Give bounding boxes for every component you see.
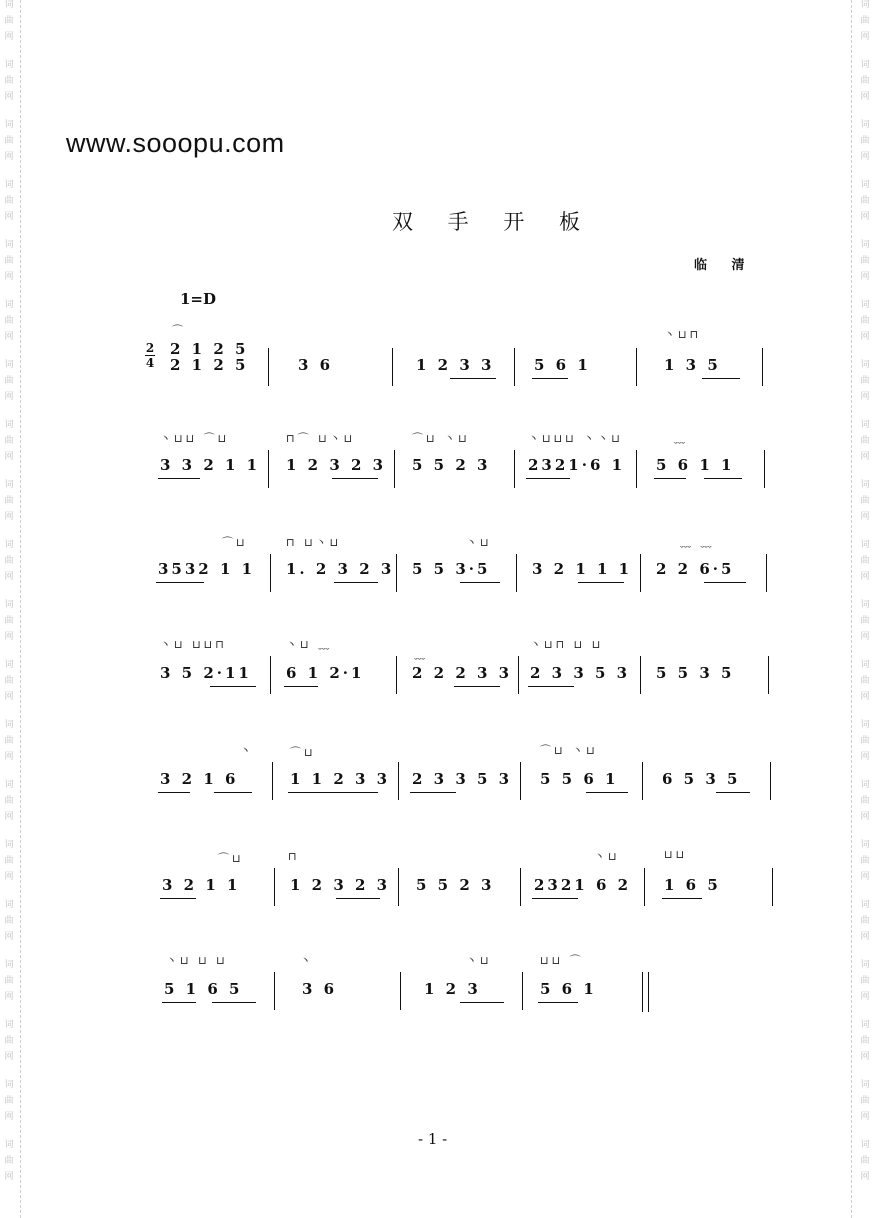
watermark-char: 网 (860, 632, 870, 642)
score-row-3 (0, 534, 876, 614)
watermark-char: 网 (4, 932, 14, 942)
measure-24: 5 5 6 1 (540, 770, 619, 788)
measure-6: 3 3 2 1 1 (160, 456, 261, 474)
measure-32: 3 6 (302, 980, 338, 998)
watermark-char: 词 (860, 1080, 870, 1090)
watermark-char: 词 (4, 540, 14, 550)
mark-r7a: 丶⊔ ⊔ ⊔ (166, 954, 228, 967)
measure-19: 2 3 3 5 3 (530, 664, 631, 682)
watermark-char: 曲 (4, 736, 14, 746)
measure-16: 3 5 2·11 (160, 664, 252, 682)
mark-r6e: ⊔⊔ (664, 848, 688, 861)
watermark-char: 网 (860, 32, 870, 42)
measure-12: 1. 2 3 2 3 (286, 560, 395, 578)
watermark-char: 网 (4, 572, 14, 582)
composer: 临 清 (694, 258, 755, 273)
watermark-char: 网 (860, 392, 870, 402)
watermark-char: 词 (860, 540, 870, 550)
watermark-char: 曲 (4, 1036, 14, 1046)
watermark-char: 曲 (860, 316, 870, 326)
watermark-char: 网 (4, 212, 14, 222)
watermark-char: 词 (860, 780, 870, 790)
measure-1-lower: 2 1 2 5 (170, 356, 249, 374)
measure-22: 1 1 2 3 3 (290, 770, 391, 788)
watermark-char: 曲 (4, 196, 14, 206)
watermark-char: 曲 (4, 376, 14, 386)
score-row-2 (0, 428, 876, 508)
watermark-char: 曲 (860, 136, 870, 146)
watermark-char: 网 (860, 1052, 870, 1062)
mark-r7b: 丶 (300, 954, 314, 967)
watermark-char: 曲 (860, 436, 870, 446)
score-row-5 (0, 742, 876, 822)
measure-9: 2321·6 1 (528, 456, 626, 474)
watermark-char: 网 (860, 92, 870, 102)
score-row-6 (0, 848, 876, 928)
watermark-char: 曲 (860, 676, 870, 686)
watermark-char: 网 (4, 152, 14, 162)
measure-29: 2321 6 2 (534, 876, 632, 894)
watermark-char: 词 (860, 180, 870, 190)
watermark-char: 词 (860, 1140, 870, 1150)
mark-r2e: ﹏ (674, 432, 688, 445)
watermark-char: 曲 (4, 76, 14, 86)
measure-7: 1 2 3 2 3 (286, 456, 387, 474)
watermark-char: 词 (4, 60, 14, 70)
watermark-char: 曲 (860, 736, 870, 746)
watermark-char: 网 (4, 1052, 14, 1062)
watermark-char: 词 (4, 600, 14, 610)
mark-r7c: 丶⊔ (466, 954, 492, 967)
measure-4: 5 6 1 (534, 356, 591, 374)
mark-r3e: ﹏ ﹏ (680, 536, 715, 549)
watermark-char: 词 (860, 300, 870, 310)
watermark-char: 网 (860, 752, 870, 762)
watermark-char: 曲 (4, 16, 14, 26)
watermark-char: 词 (860, 960, 870, 970)
measure-8: 5 5 2 3 (412, 456, 491, 474)
watermark-char: 曲 (4, 256, 14, 266)
measure-25: 6 5 3 5 (662, 770, 741, 788)
watermark-char: 网 (4, 32, 14, 42)
watermark-char: 词 (4, 660, 14, 670)
watermark-char: 词 (4, 1140, 14, 1150)
mark-m5: 丶⊔⊓ (664, 328, 702, 341)
watermark-char: 网 (860, 212, 870, 222)
watermark-char: 曲 (4, 796, 14, 806)
song-title: 双 手 开 板 (392, 210, 595, 234)
watermark-char: 网 (4, 1112, 14, 1122)
mark-r3a: ⌒⊔ (222, 536, 248, 549)
watermark-char: 曲 (860, 1156, 870, 1166)
measure-34: 5 6 1 (540, 980, 597, 998)
watermark-char: 曲 (4, 1156, 14, 1166)
measure-33: 1 2 3 (424, 980, 481, 998)
mark-r5d: ⌒⊔ 丶⊔ (540, 744, 598, 757)
watermark-char: 网 (860, 932, 870, 942)
mark-r4d: 丶⊔⊓ ⊔ ⊔ (530, 638, 604, 651)
watermark-char: 曲 (860, 1096, 870, 1106)
watermark-char: 词 (4, 300, 14, 310)
watermark-char: 网 (860, 812, 870, 822)
watermark-char: 曲 (4, 556, 14, 566)
measure-11: 3532 1 1 (158, 560, 256, 578)
measure-18: 2 2 2 3 3 (412, 664, 513, 682)
watermark-char: 曲 (860, 76, 870, 86)
mark-r5a: 丶 (240, 744, 254, 757)
watermark-char: 曲 (4, 976, 14, 986)
watermark-char: 词 (4, 240, 14, 250)
watermark-char: 词 (4, 120, 14, 130)
watermark-char: 词 (4, 780, 14, 790)
mark-r3c: 丶⊔ (466, 536, 492, 549)
watermark-char: 网 (860, 1112, 870, 1122)
mark-r6a: ⌒⊔ (218, 852, 244, 865)
watermark-char: 曲 (860, 796, 870, 806)
measure-10: 5 6 1 1 (656, 456, 735, 474)
watermark-char: 词 (860, 60, 870, 70)
watermark-char: 词 (860, 840, 870, 850)
time-signature-top: 2 (145, 341, 155, 355)
watermark-char: 网 (4, 692, 14, 702)
mark-m1: ⌒ (172, 324, 186, 337)
watermark-char: 词 (860, 120, 870, 130)
watermark-char: 词 (860, 720, 870, 730)
watermark-char: 词 (860, 600, 870, 610)
watermark-char: 曲 (4, 436, 14, 446)
watermark-char: 词 (860, 420, 870, 430)
watermark-char: 网 (860, 332, 870, 342)
watermark-char: 网 (860, 872, 870, 882)
measure-28: 5 5 2 3 (416, 876, 495, 894)
watermark-char: 曲 (4, 856, 14, 866)
watermark-char: 词 (860, 900, 870, 910)
mark-r2b: ⊓⌒ ⊔丶⊔ (286, 432, 356, 445)
measure-20: 5 5 3 5 (656, 664, 735, 682)
mark-r6b: ⊓ (288, 850, 300, 863)
watermark-char: 网 (4, 1172, 14, 1182)
watermark-char: 词 (860, 0, 870, 10)
watermark-char: 词 (4, 1020, 14, 1030)
watermark-char: 词 (860, 1020, 870, 1030)
mark-r4b: 丶⊔ ﹏ (286, 638, 333, 651)
measure-3: 1 2 3 3 (416, 356, 495, 374)
watermark-char: 网 (860, 272, 870, 282)
watermark-char: 词 (4, 180, 14, 190)
watermark-char: 网 (4, 392, 14, 402)
watermark-char: 网 (4, 812, 14, 822)
mark-r2d: 丶⊔⊔⊔ 丶丶⊔ (528, 432, 623, 445)
time-signature-bottom: 4 (145, 356, 155, 370)
watermark-char: 曲 (4, 676, 14, 686)
watermark-char: 词 (860, 240, 870, 250)
watermark-char: 词 (4, 1080, 14, 1090)
mark-r2c: ⌒⊔ 丶⊔ (412, 432, 470, 445)
mark-r5b: ⌒⊔ (290, 746, 316, 759)
watermark-char: 网 (4, 332, 14, 342)
measure-27: 1 2 3 2 3 (290, 876, 391, 894)
mark-r4c: ﹏ (414, 648, 428, 661)
watermark-char: 曲 (860, 916, 870, 926)
watermark-char: 曲 (4, 496, 14, 506)
watermark-char: 网 (4, 632, 14, 642)
watermark-char: 网 (860, 452, 870, 462)
key-signature: 1=D (180, 290, 217, 308)
watermark-char: 网 (860, 992, 870, 1002)
mark-r6d: 丶⊔ (594, 850, 620, 863)
watermark-char: 网 (860, 572, 870, 582)
score-row-7 (0, 952, 876, 1032)
watermark-char: 网 (4, 752, 14, 762)
watermark-char: 词 (4, 420, 14, 430)
measure-26: 3 2 1 1 (162, 876, 241, 894)
watermark-char: 词 (860, 480, 870, 490)
mark-r2a: 丶⊔⊔ ⌒⊔ (160, 432, 230, 445)
watermark-char: 曲 (860, 616, 870, 626)
measure-21: 3 2 1 6 (160, 770, 239, 788)
watermark-char: 曲 (860, 16, 870, 26)
watermark-char: 词 (860, 660, 870, 670)
watermark-char: 网 (4, 512, 14, 522)
measure-2: 3 6 (298, 356, 334, 374)
watermark-char: 词 (4, 0, 14, 10)
watermark-char: 网 (4, 452, 14, 462)
watermark-char: 词 (4, 960, 14, 970)
measure-15: 2 2 6·5 (656, 560, 735, 578)
watermark-char: 曲 (860, 1036, 870, 1046)
measure-14: 3 2 1 1 1 (532, 560, 633, 578)
watermark-char: 曲 (860, 196, 870, 206)
measure-30: 1 6 5 (664, 876, 721, 894)
watermark-char: 网 (4, 272, 14, 282)
watermark-char: 词 (4, 480, 14, 490)
page-number: - 1 - (418, 1130, 448, 1148)
watermark-char: 曲 (4, 316, 14, 326)
watermark-char: 网 (4, 92, 14, 102)
watermark-char: 词 (860, 360, 870, 370)
watermark-char: 曲 (860, 976, 870, 986)
watermark-char: 曲 (4, 136, 14, 146)
watermark-char: 词 (4, 900, 14, 910)
mark-r4a: 丶⊔ ⊔⊔⊓ (160, 638, 227, 651)
watermark-char: 网 (860, 512, 870, 522)
watermark-char: 曲 (860, 376, 870, 386)
watermark-char: 词 (4, 840, 14, 850)
watermark-char: 网 (860, 152, 870, 162)
watermark-char: 曲 (4, 1096, 14, 1106)
watermark-char: 词 (4, 360, 14, 370)
watermark-char: 曲 (860, 556, 870, 566)
score-row-1 (0, 322, 876, 402)
mark-r3b: ⊓ ⊔丶⊔ (286, 536, 342, 549)
measure-5: 1 3 5 (664, 356, 721, 374)
watermark-char: 网 (860, 692, 870, 702)
watermark-char: 网 (4, 872, 14, 882)
measure-1-upper: 2 1 2 5 (170, 340, 249, 358)
mark-r7d: ⊔⊔ ⌒ (540, 954, 584, 967)
score-row-4 (0, 636, 876, 716)
watermark-char: 曲 (4, 616, 14, 626)
watermark-char: 曲 (860, 496, 870, 506)
watermark-char: 词 (4, 720, 14, 730)
watermark-char: 曲 (860, 856, 870, 866)
measure-17: 6 1 2·1 (286, 664, 365, 682)
watermark-char: 曲 (860, 256, 870, 266)
watermark-char: 网 (4, 992, 14, 1002)
watermark-char: 曲 (4, 916, 14, 926)
measure-13: 5 5 3·5 (412, 560, 491, 578)
watermark-char: 网 (860, 1172, 870, 1182)
measure-31: 5 1 6 5 (164, 980, 243, 998)
measure-23: 2 3 3 5 3 (412, 770, 513, 788)
site-watermark: www.sooopu.com (66, 128, 285, 158)
